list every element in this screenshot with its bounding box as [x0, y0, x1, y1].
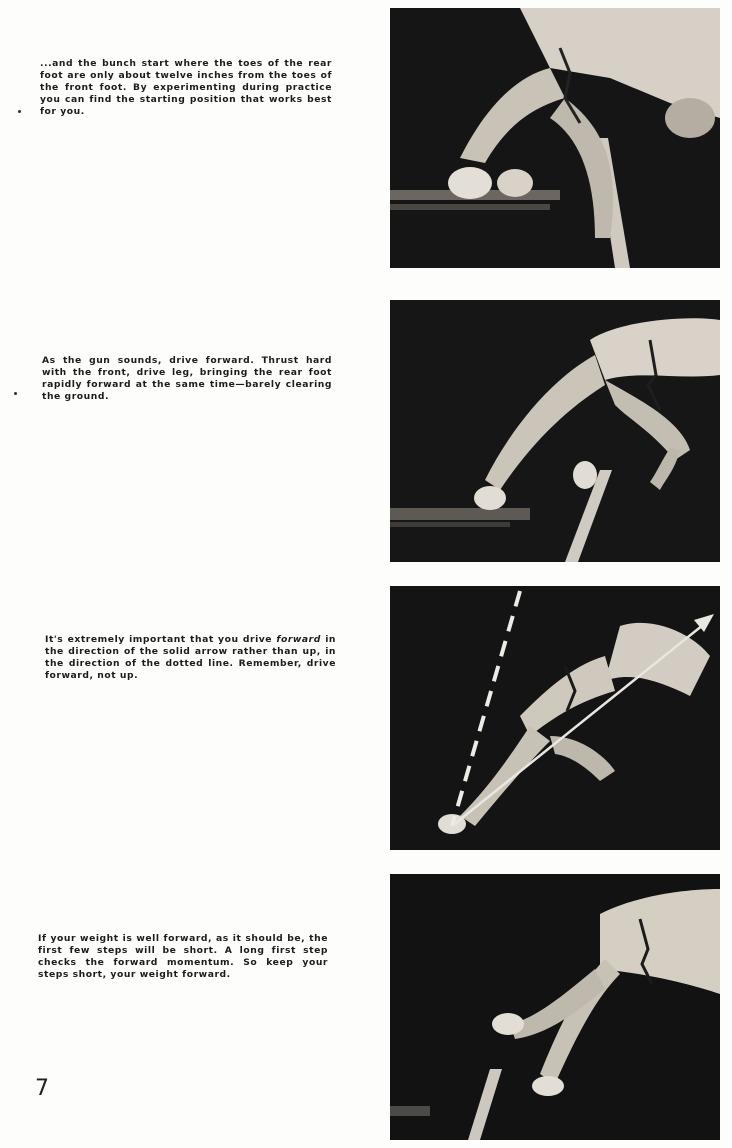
caption-bunch-start: ...and the bunch start where the toes of the rear foot are only about twelve inches from the toes of the front foot. By experimenting during practice you can find the starting position that works best for you.	[40, 58, 332, 117]
page-number: 7	[35, 1076, 49, 1101]
photo-strip	[390, 8, 720, 1140]
caption-drive-forward-emphasis: forward	[276, 634, 321, 645]
caption-gun-sounds: As the gun sounds, drive forward. Thrust hard with the front, drive leg, bringing the rear foot rapidly forward at the same time—barely clearing the ground.	[42, 355, 332, 402]
sprinter-bunch-start-photo	[390, 8, 720, 268]
caption-drive-forward	[45, 634, 336, 682]
caption-drive-forward-part1: It's extremely important that you drive	[45, 634, 277, 645]
margin-bullet	[18, 110, 21, 113]
sprinter-drive-direction-arrows-photo	[390, 586, 720, 850]
sprinter-gun-drive-photo	[390, 300, 720, 562]
caption-first-steps: If your weight is well forward, as it should be, the first few steps will be short. A long first step checks the forward momentum. So keep your steps short, your weight forward.	[38, 933, 328, 980]
margin-bullet	[14, 392, 17, 395]
caption-drive-forward-part2: in the direction of the solid arrow rather than up, in the direction of the dotted line. Remember, drive forward, not up.	[45, 634, 337, 681]
sprinter-first-steps-photo	[390, 874, 720, 1140]
